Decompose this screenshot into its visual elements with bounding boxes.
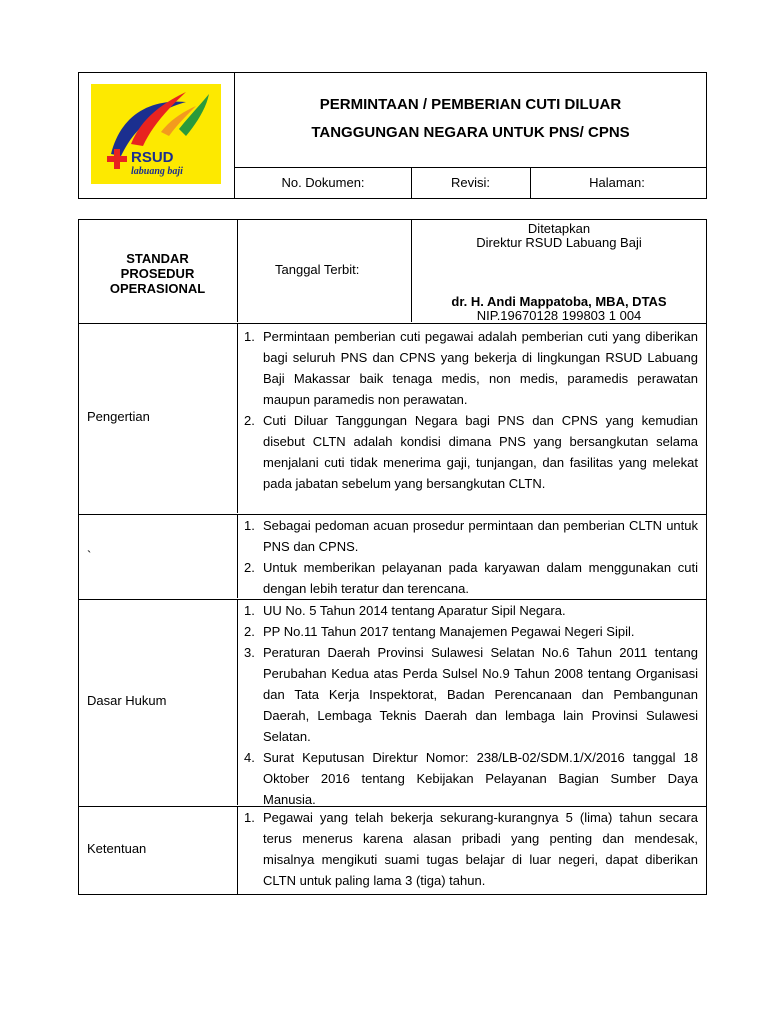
- sop-label-cell: [79, 220, 238, 322]
- section-label-cell: [79, 323, 238, 513]
- section-row-tujuan: [79, 514, 706, 600]
- sop-header-row: [79, 220, 706, 324]
- list-item: [237, 557, 698, 599]
- sop-table: [78, 219, 707, 895]
- logo-rsud-text: RSUD: [131, 149, 174, 166]
- list-item: [237, 515, 698, 557]
- list-item-number: 1.: [244, 329, 255, 344]
- revisi-label: Revisi:: [450, 175, 490, 190]
- list-item: [237, 807, 698, 891]
- revisi-cell: [411, 168, 531, 198]
- no-dokumen-cell: [235, 168, 412, 198]
- title-line-1: PERMINTAAN / PEMBERIAN CUTI DILUAR: [319, 96, 622, 113]
- list-item-number: 2.: [244, 624, 255, 639]
- document-meta-row: [235, 167, 706, 198]
- list-item-number: 4.: [244, 750, 255, 765]
- list-item-number: 2.: [244, 560, 255, 575]
- list-item: [237, 747, 698, 810]
- section-label-cell: [79, 599, 238, 805]
- halaman-cell: [530, 168, 704, 198]
- sop-label-line-3: OPERASIONAL: [109, 281, 206, 296]
- logo-cell: [79, 73, 235, 198]
- list-item-text: Cuti Diluar Tanggungan Negara bagi PNS dan CPNS yang kemudian disebut CLTN adalah kondisi dimana PNS yang bersangkutan selama menjalani cuti tidak menerima gaji, tunjangan, dan fasilitas yang melekat pada jabatan sebelum yang bersangkutan CLTN.: [263, 413, 698, 491]
- list-item-number: 3.: [244, 645, 255, 660]
- tanggal-terbit-cell: [237, 220, 412, 322]
- list-item-text: Sebagai pedoman acuan prosedur permintaan dan pemberian CLTN untuk PNS dan CPNS.: [263, 518, 698, 554]
- list-item-text: Permintaan pemberian cuti pegawai adalah pemberian cuti yang diberikan bagi seluruh PNS dan CPNS yang bekerja di lingkungan RSUD Labuang Baji Makassar baik tenaga medis, non medis, paramedis perawatan maupun paramedis non perawatan.: [263, 329, 698, 407]
- section-label-cell: [79, 806, 238, 895]
- section-content-tujuan: [237, 515, 706, 599]
- logo-subtext: labuang baji: [131, 166, 183, 177]
- list-item-text: Peraturan Daerah Provinsi Sulawesi Selatan No.6 Tahun 2011 tentang Perubahan Kedua atas Perda Sulsel No.9 Tahun 2008 tentang Organisasi dan Tata Kerja Inspektorat, Badan Perencanaan dan Pembangunan Daerah, Lembaga Teknis Daerah dan lembaga lain Provinsi Sulawesi Selatan.: [263, 645, 698, 744]
- section-row-ketentuan: [79, 806, 706, 895]
- tanggal-terbit-label: Tanggal Terbit:: [275, 262, 360, 277]
- section-row-dasar-hukum: [79, 599, 706, 807]
- hospital-logo: [91, 84, 221, 184]
- section-content-pengertian: [237, 326, 706, 494]
- document-title: [235, 73, 706, 167]
- sop-label-line-2: PROSEDUR: [120, 266, 195, 281]
- direktur-label: Direktur RSUD Labuang Baji: [476, 235, 642, 250]
- section-content-dasar-hukum: [237, 600, 706, 810]
- ditetapkan-cell: [412, 220, 706, 322]
- list-item-text: Pegawai yang telah bekerja sekurang-kurangnya 5 (lima) tahun secara terus menerus karena alasan pribadi yang penting dan mendesak, misalnya mengikuti suami tugas belajar di luar negeri, dapat diberikan CLTN untuk paling lama 3 (tiga) tahun.: [263, 810, 698, 888]
- no-dokumen-label: No. Dokumen:: [281, 175, 365, 190]
- signer-name: dr. H. Andi Mappatoba, MBA, DTAS: [451, 294, 667, 309]
- halaman-label: Halaman:: [589, 175, 645, 190]
- list-item-number: 1.: [244, 518, 255, 533]
- section-label-cell: [79, 514, 238, 598]
- section-label-backtick: `: [87, 548, 92, 563]
- section-label-pengertian: Pengertian: [87, 409, 150, 424]
- section-content-ketentuan: [237, 807, 706, 891]
- list-item: [237, 600, 698, 621]
- list-item-number: 2.: [244, 413, 255, 428]
- document-header: [78, 72, 707, 199]
- list-item-text: Untuk memberikan pelayanan pada karyawan dalam menggunakan cuti dengan lebih teratur dan terencana.: [263, 560, 698, 596]
- signer-nip: NIP.19670128 199803 1 004: [476, 308, 642, 323]
- list-item-text: UU No. 5 Tahun 2014 tentang Aparatur Sipil Negara.: [263, 603, 566, 618]
- list-item: [237, 642, 698, 747]
- section-label-ketentuan: Ketentuan: [87, 841, 147, 856]
- title-line-2: TANGGUNGAN NEGARA UNTUK PNS/ CPNS: [311, 124, 630, 141]
- list-item: [237, 410, 698, 494]
- sop-label: [79, 251, 236, 296]
- list-item-number: 1.: [244, 603, 255, 618]
- list-item-text: PP No.11 Tahun 2017 tentang Manajemen Pegawai Negeri Sipil.: [263, 624, 635, 639]
- list-item-text: Surat Keputusan Direktur Nomor: 238/LB-02/SDM.1/X/2016 tanggal 18 Oktober 2016 tentang Kebijakan Pelayanan Bagian Sumber Daya Manusia.: [263, 750, 698, 807]
- list-item: [237, 621, 698, 642]
- section-row-pengertian: [79, 323, 706, 515]
- sop-label-line-1: STANDAR: [126, 251, 189, 266]
- ditetapkan-label: Ditetapkan: [527, 221, 591, 236]
- list-item-number: 1.: [244, 810, 255, 825]
- section-label-dasar-hukum: Dasar Hukum: [87, 693, 167, 708]
- list-item: [237, 326, 698, 410]
